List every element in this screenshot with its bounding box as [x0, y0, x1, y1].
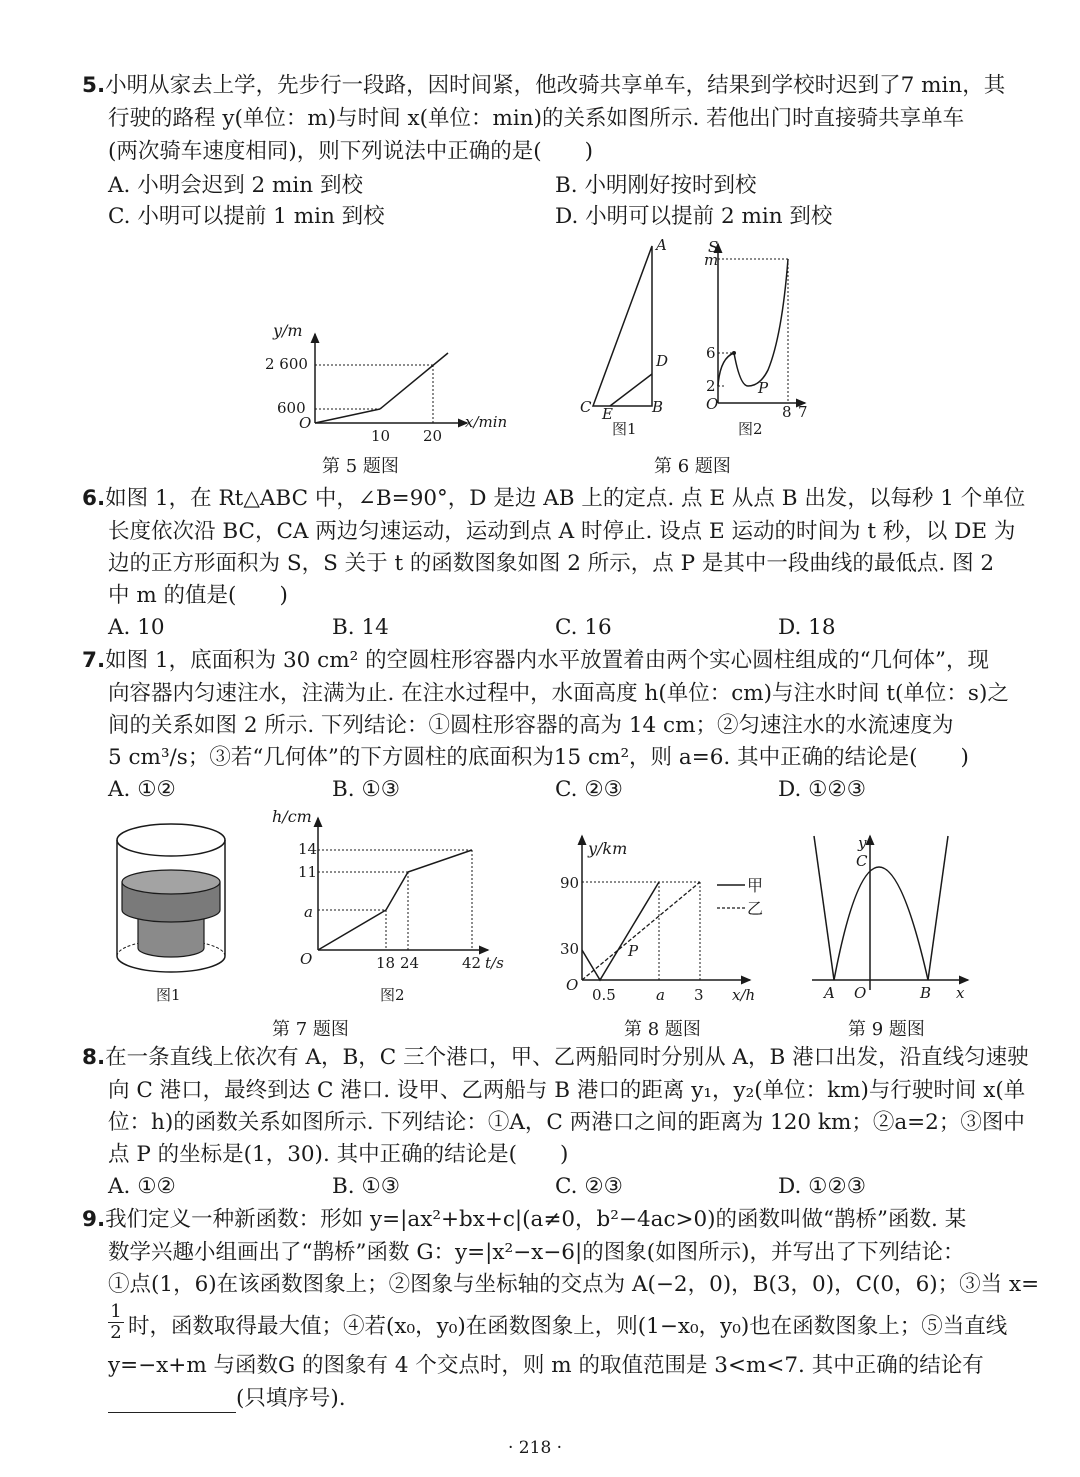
q5-option-b: B. 小明刚好按时到校 — [555, 173, 757, 198]
q5-ytick-2600: 2 600 — [265, 355, 308, 373]
q9-line-3: ①点(1，6)在该函数图象上；②图象与坐标轴的交点为 A(−2，0)，B(3，0)，C(0，6)；③当 x= — [108, 1272, 1040, 1297]
q8-option-a: A. ①② — [108, 1174, 176, 1199]
q9-answer-blank[interactable] — [108, 1390, 236, 1413]
q9-line-4: 时，函数取得最大值；④若(x₀，y₀)在函数图象上，则(1−x₀，y₀)也在函数图象上；⑤当直线 — [128, 1314, 1008, 1339]
q8-xtick-3: 3 — [694, 986, 704, 1004]
q6-line-3: 边的正方形面积为 S，S 关于 t 的函数图象如图 2 所示，点 P 是其中一段曲线的最低点. 图 2 — [108, 551, 995, 576]
q8-series-jia — [582, 882, 659, 980]
q9-fraction-num: 1 — [110, 1301, 122, 1322]
q5-number: 5. — [82, 73, 106, 98]
q8-legend-jia: 甲 — [747, 876, 764, 895]
q6-xtick-7: 7 — [798, 403, 808, 421]
q8-option-b: B. ①③ — [332, 1174, 401, 1199]
q6-line-1: 6.如图 1，在 Rt△ABC 中，∠B=90°，D 是边 AB 上的定点. 点 E 从点 B 出发，以每秒 1 个单位 — [82, 486, 1026, 511]
q6-fig1-label: 图1 — [612, 420, 637, 438]
q9-label-c: C — [856, 852, 868, 870]
q8-line-3: 位：h)的函数关系如图所示. 下列结论：①A，C 两港口之间的距离为 120 km；②a=2；③图中 — [108, 1110, 1025, 1135]
q9-graph — [808, 832, 978, 1012]
q9-curve-hump — [834, 867, 928, 980]
q7-option-b: B. ①③ — [332, 777, 401, 802]
q5-xtick-10: 10 — [371, 427, 391, 445]
q8-origin: O — [566, 976, 579, 994]
q6-xtick-8: 8 — [782, 403, 792, 421]
q8-caption: 第 8 题图 — [624, 1019, 701, 1040]
q6-option-a: A. 10 — [108, 615, 165, 640]
q7-option-a: A. ①② — [108, 777, 176, 802]
q6-origin: O — [706, 395, 719, 413]
q6-label-c: C — [580, 398, 592, 416]
q7-line-3: 间的关系如图 2 所示. 下列结论：①圆柱形容器的高为 14 cm；②匀速注水的水流速度为 — [108, 713, 954, 738]
q5-xtick-20: 20 — [423, 427, 443, 445]
q6-fig1-triangle — [580, 236, 690, 436]
q7-line-1: 7.如图 1，底面积为 30 cm² 的空圆柱形容器内水平放置着由两个实心圆柱组成的“几何体”，现 — [82, 648, 990, 673]
q7-xlabel: t/s — [485, 954, 504, 972]
q7-ytick-14: 14 — [298, 840, 318, 858]
q7-number: 7. — [82, 648, 106, 673]
q6-curve-2 — [734, 259, 788, 386]
q6-segment-de — [610, 374, 652, 406]
q7-ytick-a: a — [304, 903, 313, 921]
page-number: · 218 · — [508, 1438, 563, 1458]
q8-xtick-a: a — [656, 986, 665, 1004]
q6-ylabel: S — [708, 238, 719, 256]
q8-line-4: 点 P 的坐标是(1，30). 其中正确的结论是( ) — [108, 1142, 569, 1167]
q6-option-b: B. 14 — [332, 615, 389, 640]
q5-caption: 第 5 题图 — [322, 456, 399, 477]
q6-option-c: C. 16 — [555, 615, 612, 640]
q6-ytick-m: m — [704, 251, 719, 269]
q9-caption: 第 9 题图 — [848, 1019, 925, 1040]
q6-option-d: D. 18 — [778, 615, 836, 640]
q6-label-a: A — [656, 236, 667, 254]
q8-ylabel: y/km — [588, 839, 628, 858]
q9-number: 9. — [82, 1207, 106, 1232]
q7-water-line — [318, 850, 472, 950]
q6-curve-1 — [718, 353, 734, 386]
q5-option-c: C. 小明可以提前 1 min 到校 — [108, 204, 385, 229]
q9-line-6: (只填序号). — [108, 1385, 346, 1413]
q6-point-dot — [732, 351, 736, 355]
q5-line-walk — [315, 409, 380, 423]
q7-container-top — [117, 824, 225, 856]
q9-fraction — [108, 1302, 124, 1343]
q7-fig1-label: 图1 — [156, 986, 181, 1004]
q7-option-c: C. ②③ — [555, 777, 623, 802]
q6-fig2-graph — [702, 236, 812, 436]
q9-curve-left — [814, 836, 834, 980]
q7-xtick-42: 42 — [462, 954, 482, 972]
q6-line-4: 中 m 的值是( ) — [108, 583, 288, 608]
q7-caption: 第 7 题图 — [272, 1019, 349, 1040]
q5-line-1: 5.小明从家去上学，先步行一段路，因时间紧，他改骑共享单车，结果到学校时迟到了7 min，其 — [82, 73, 1006, 98]
q8-ytick-30: 30 — [560, 940, 580, 958]
q6-label-p: P — [758, 379, 769, 397]
q9-line-2: 数学兴趣小组画出了“鹊桥”函数 G：y=|x²−x−6|的图象(如图所示)，并写出了下列结论： — [108, 1240, 965, 1265]
q7-origin: O — [300, 950, 313, 968]
q9-label-o: O — [854, 984, 867, 1002]
q5-line-2: 行驶的路程 y(单位：m)与时间 x(单位：min)的关系如图所示. 若他出门时直接骑共享单车 — [108, 106, 965, 131]
q7-ylabel: h/cm — [272, 807, 312, 826]
q6-number: 6. — [82, 486, 106, 511]
q5-option-a: A. 小明会迟到 2 min 到校 — [108, 173, 363, 198]
q8-line-2: 向 C 港口，最终到达 C 港口. 设甲、乙两船与 B 港口的距离 y₁，y₂(单位：km)与行驶时间 x(单 — [108, 1078, 1026, 1103]
q8-label-p: P — [628, 942, 639, 960]
q5-ylabel: y/m — [273, 321, 303, 340]
q7-ytick-11: 11 — [298, 863, 318, 881]
q9-xlabel: x — [956, 984, 965, 1002]
q9-line-1: 9.我们定义一种新函数：形如 y=|ax²+bx+c|(a≠0，b²−4ac>0)的函数叫做“鹊桥”函数. 某 — [82, 1207, 967, 1232]
q6-label-b: B — [652, 398, 664, 416]
q7-xtick-24: 24 — [400, 954, 420, 972]
q7-upper-top — [122, 870, 220, 894]
q9-label-b: B — [920, 984, 932, 1002]
q8-line-1: 8.在一条直线上依次有 A，B，C 三个港口，甲、乙两船同时分别从 A，B 港口出发，沿直线匀速驶 — [82, 1045, 1029, 1070]
q6-caption: 第 6 题图 — [654, 456, 731, 477]
q9-curve-right — [928, 836, 948, 980]
q7-option-d: D. ①②③ — [778, 777, 866, 802]
q8-xtick-05: 0.5 — [592, 986, 616, 1004]
q7-xtick-18: 18 — [376, 954, 396, 972]
q8-number: 8. — [82, 1045, 106, 1070]
q6-label-d: D — [656, 352, 669, 370]
q7-container-bottom — [117, 956, 225, 972]
q7-line-2: 向容器内匀速注水，注满为止. 在注水过程中，水面高度 h(单位：cm)与注水时间 t(单位：s)之 — [108, 681, 1009, 706]
q8-legend-yi: 乙 — [747, 899, 764, 918]
q8-option-c: C. ②③ — [555, 1174, 623, 1199]
q6-ytick-6: 6 — [706, 344, 716, 362]
q5-origin: O — [299, 414, 312, 432]
q7-fig2-graph — [270, 800, 520, 1004]
q5-option-d: D. 小明可以提前 2 min 到校 — [555, 204, 833, 229]
q6-fig2-label: 图2 — [738, 420, 763, 438]
q5-chart — [255, 320, 515, 450]
q6-line-2: 长度依次沿 BC，CA 两边匀速运动，运动到点 A 时停止. 设点 E 运动的时间为 t 秒，以 DE 为 — [108, 519, 1016, 544]
q9-fraction-den: 2 — [108, 1322, 124, 1343]
q9-line-5: y=−x+m 与函数G 的图象有 4 个交点时，则 m 的取值范围是 3<m<7. 其中正确的结论有 — [108, 1353, 984, 1378]
q9-ylabel: y — [858, 834, 867, 852]
q5-line-bike — [380, 353, 448, 409]
q9-label-a: A — [824, 984, 835, 1002]
q8-graph — [560, 830, 790, 1010]
q6-label-e: E — [602, 405, 613, 423]
q8-xlabel: x/h — [732, 986, 756, 1004]
q8-series-yi — [582, 882, 700, 980]
q8-ytick-90: 90 — [560, 874, 580, 892]
q7-line-4: 5 cm³/s；③若“几何体”的下方圆柱的底面积为15 cm²，则 a=6. 其中正确的结论是( ) — [108, 745, 969, 770]
q5-xlabel: x/min — [465, 413, 508, 431]
q5-ytick-600: 600 — [277, 399, 306, 417]
q8-option-d: D. ①②③ — [778, 1174, 866, 1199]
q6-ytick-2: 2 — [706, 377, 716, 395]
q7-fig2-label: 图2 — [380, 986, 405, 1004]
q5-line-3: (两次骑车速度相同)，则下列说法中正确的是( ) — [108, 139, 594, 164]
q7-fig1-cylinder — [108, 818, 248, 1018]
